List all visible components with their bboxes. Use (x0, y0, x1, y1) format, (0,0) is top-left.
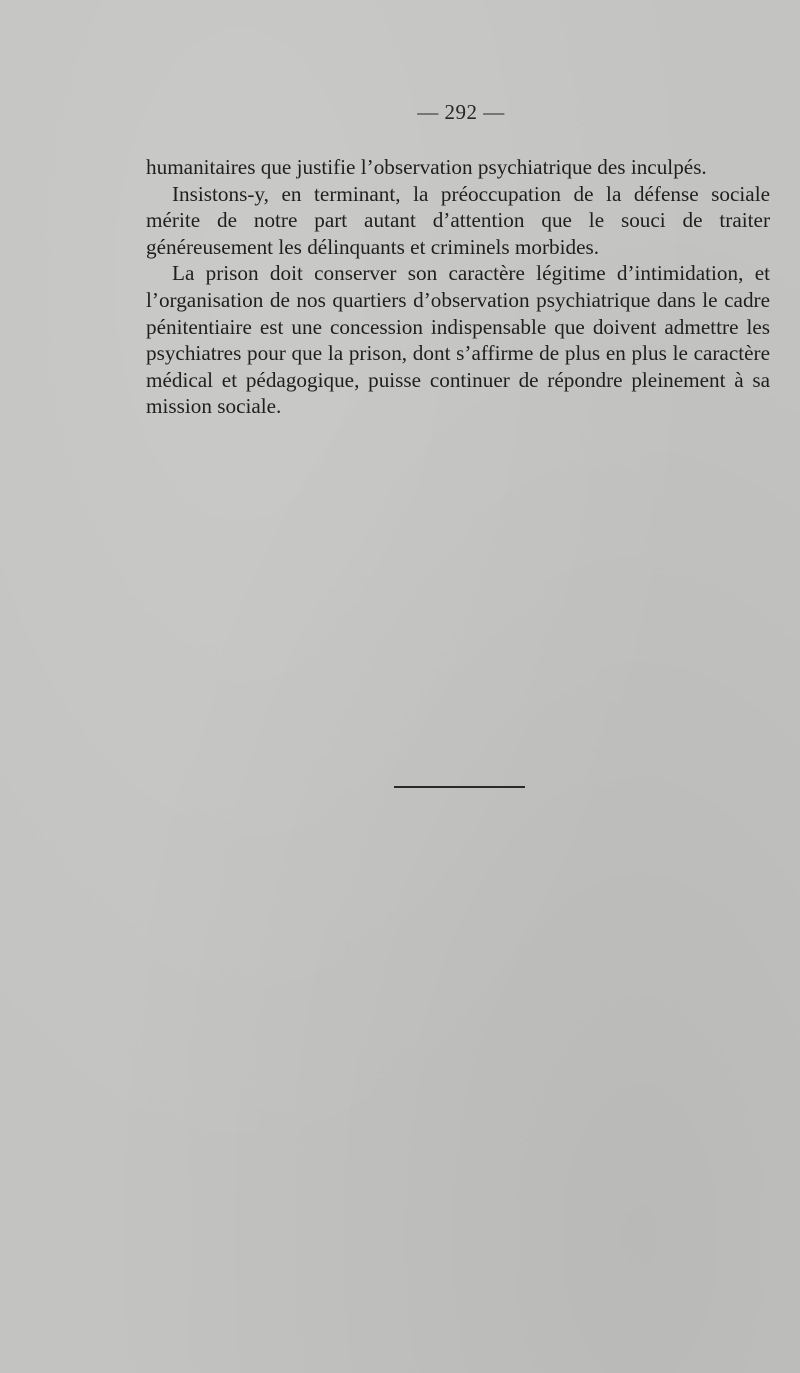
paragraph-continuation: humanitaires que justifie l’observation psychiatrique des inculpés. (146, 155, 707, 179)
body-text (146, 154, 770, 420)
end-rule (394, 786, 525, 788)
page-number: — 292 — (417, 100, 505, 124)
paragraph-defense-sociale: Insistons-y, en terminant, la préoccupation de la défense sociale mérite de notre part autant d’attention que le souci de traiter généreusement les délinquants et criminels morbides. (146, 181, 770, 259)
paragraph-prison: La prison doit conserver son caractère légitime d’intimidation, et l’organisation de nos quartiers d’observation psychiatrique dans le cadre pénitentiaire est une concession indispensable que doivent admettre les psychiatres pour que la prison, dont s’affirme de plus en plus le caractère médical et pédagogique, puisse continuer de répondre pleinement à sa mission sociale. (146, 261, 770, 419)
